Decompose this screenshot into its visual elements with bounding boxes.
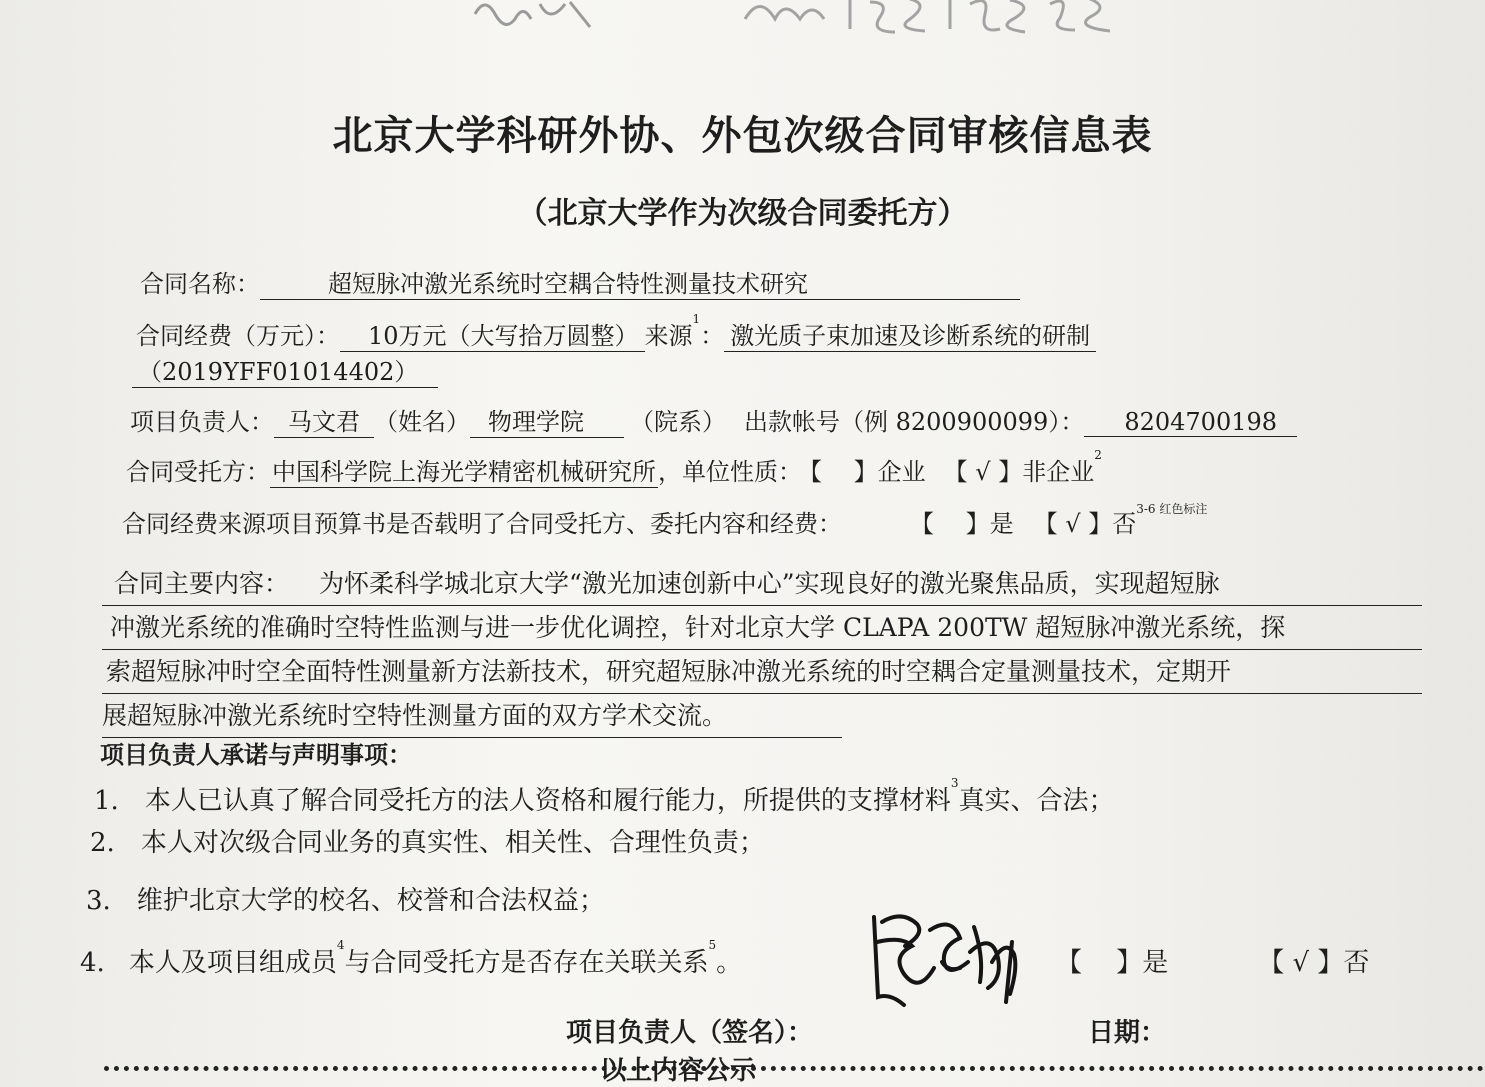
- item-4-yes-label: 是: [1142, 948, 1169, 978]
- form-subtitle: （北京大学作为次级合同委托方）: [517, 196, 968, 231]
- budget-question-label: 合同经费来源项目预算书是否载明了合同受托方、委托内容和经费：: [122, 510, 842, 538]
- item-2-text: 本人对次级合同业务的真实性、相关性、合理性负责；: [140, 828, 765, 858]
- main-content-text-1: 为怀柔科学城北京大学“激光加速创新中心”实现良好的激光聚焦品质，实现超短脉: [319, 569, 1220, 598]
- item-1-sup: 3: [950, 776, 959, 790]
- contract-fee-label: 合同经费（万元）：: [136, 322, 340, 350]
- contract-name-value: 超短脉冲激光系统时空耦合特性测量技术研究: [260, 264, 1020, 300]
- item-3-text: 维护北京大学的校名、校誉和合法权益；: [136, 886, 605, 916]
- leader-department: 物理学院: [470, 402, 624, 438]
- form-title: 北京大学科研外协、外包次级合同审核信息表: [332, 113, 1153, 159]
- nonenterprise-label: 非企业: [1022, 458, 1095, 486]
- leader-name-hint: （姓名）: [374, 408, 470, 436]
- item-4-num: 4.: [80, 948, 105, 978]
- account-value: 8204700198: [1084, 408, 1297, 437]
- public-notice-text: 以上内容公示: [600, 1056, 757, 1086]
- contractee-row: [126, 448, 1102, 488]
- fee-source-value: 激光质子束加速及诊断系统的研制: [724, 316, 1096, 352]
- item-2-num: 2.: [90, 828, 115, 858]
- item-4-options: [1056, 942, 1369, 979]
- item-4-tail: 与合同受托方是否存在关联关系: [344, 948, 709, 978]
- item-4-sup2: 5: [708, 938, 717, 952]
- nonenterprise-checkbox[interactable]: 【 √ 】: [943, 458, 1023, 486]
- main-content-label: 合同主要内容：: [114, 569, 290, 598]
- fee-source-code-row: [132, 352, 438, 388]
- fee-source-label: 来源: [644, 322, 693, 350]
- leader-name: 马文君: [274, 402, 374, 438]
- enterprise-checkbox[interactable]: 【 】: [810, 458, 878, 486]
- item-4-sup: 4: [336, 938, 345, 952]
- item-4-no-label: 否: [1343, 948, 1370, 978]
- commitment-item-1: [94, 776, 1115, 817]
- budget-question-row: [122, 504, 1207, 539]
- signature-label: 项目负责人（签名）：: [566, 1018, 814, 1048]
- commitment-item-4: [80, 938, 743, 979]
- main-content-line-4: 展超短脉冲激光系统时空特性测量方面的双方学术交流。: [102, 694, 842, 738]
- item-1-num: 1.: [94, 786, 119, 816]
- contract-name-label: 合同名称：: [140, 270, 260, 298]
- top-scrawl-left: [470, 0, 600, 43]
- item-4-no-checkbox[interactable]: 【 √ 】: [1258, 948, 1344, 978]
- contractee-label: 合同受托方：: [126, 458, 270, 486]
- enterprise-label: 企业: [877, 458, 926, 486]
- contractee-sup: 2: [1094, 448, 1102, 462]
- main-content: [102, 562, 1422, 738]
- top-scrawl-right: [740, 0, 1140, 43]
- budget-no-checkbox[interactable]: 【 √ 】: [1033, 510, 1113, 538]
- contract-fee-row: [136, 312, 1096, 352]
- account-label: 出款帐号（例 8200900099）：: [744, 408, 1085, 436]
- commitment-item-2: [90, 822, 765, 859]
- fee-source-sup: 1: [692, 312, 701, 326]
- item-1-text: 本人已认真了解合同受托方的法人资格和履行能力，所提供的支撑材料: [144, 786, 951, 816]
- handwritten-signature: [862, 902, 1032, 1016]
- dotted-separator: [104, 1066, 1484, 1071]
- item-4-yes-checkbox[interactable]: 【 】: [1056, 948, 1143, 978]
- commitments-heading: 项目负责人承诺与声明事项：: [100, 741, 412, 769]
- budget-no-label: 否: [1112, 510, 1137, 538]
- fee-source-code: （2019YFF01014402）: [132, 352, 438, 388]
- item-4-text: 本人及项目组成员: [128, 948, 337, 978]
- main-content-line-3: 索超短脉冲时空全面特性测量新方法新技术，研究超短脉冲激光系统的时空耦合定量测量技术，定期开: [102, 650, 1422, 694]
- item-1-tail: 真实、合法；: [958, 786, 1115, 816]
- budget-yes-label: 是: [989, 510, 1014, 538]
- contract-name-row: [140, 264, 1020, 300]
- project-leader-row: [130, 402, 1297, 438]
- contract-fee-value: 10万元（大写拾万圆整）: [340, 316, 645, 352]
- contractee-value: 中国科学院上海光学精密机械研究所: [270, 452, 658, 488]
- item-3-num: 3.: [86, 886, 111, 916]
- item-4-end: 。: [716, 948, 743, 978]
- unit-nature-label: ，单位性质：: [658, 458, 802, 486]
- budget-yes-checkbox[interactable]: 【 】: [922, 510, 990, 538]
- budget-sup: 3-6 红色标注: [1136, 502, 1208, 516]
- date-label: 日期：: [1088, 1018, 1167, 1048]
- main-content-line-2: 冲激光系统的准确时空特性监测与进一步优化调控，针对北京大学 CLAPA 200TW 超短脉冲激光系统，探: [102, 606, 1422, 650]
- main-content-line-1: [102, 562, 1422, 606]
- leader-label: 项目负责人：: [130, 408, 274, 436]
- leader-department-hint: （院系）: [630, 408, 726, 436]
- commitment-item-3: [86, 880, 605, 917]
- fee-source-colon: ：: [700, 322, 725, 350]
